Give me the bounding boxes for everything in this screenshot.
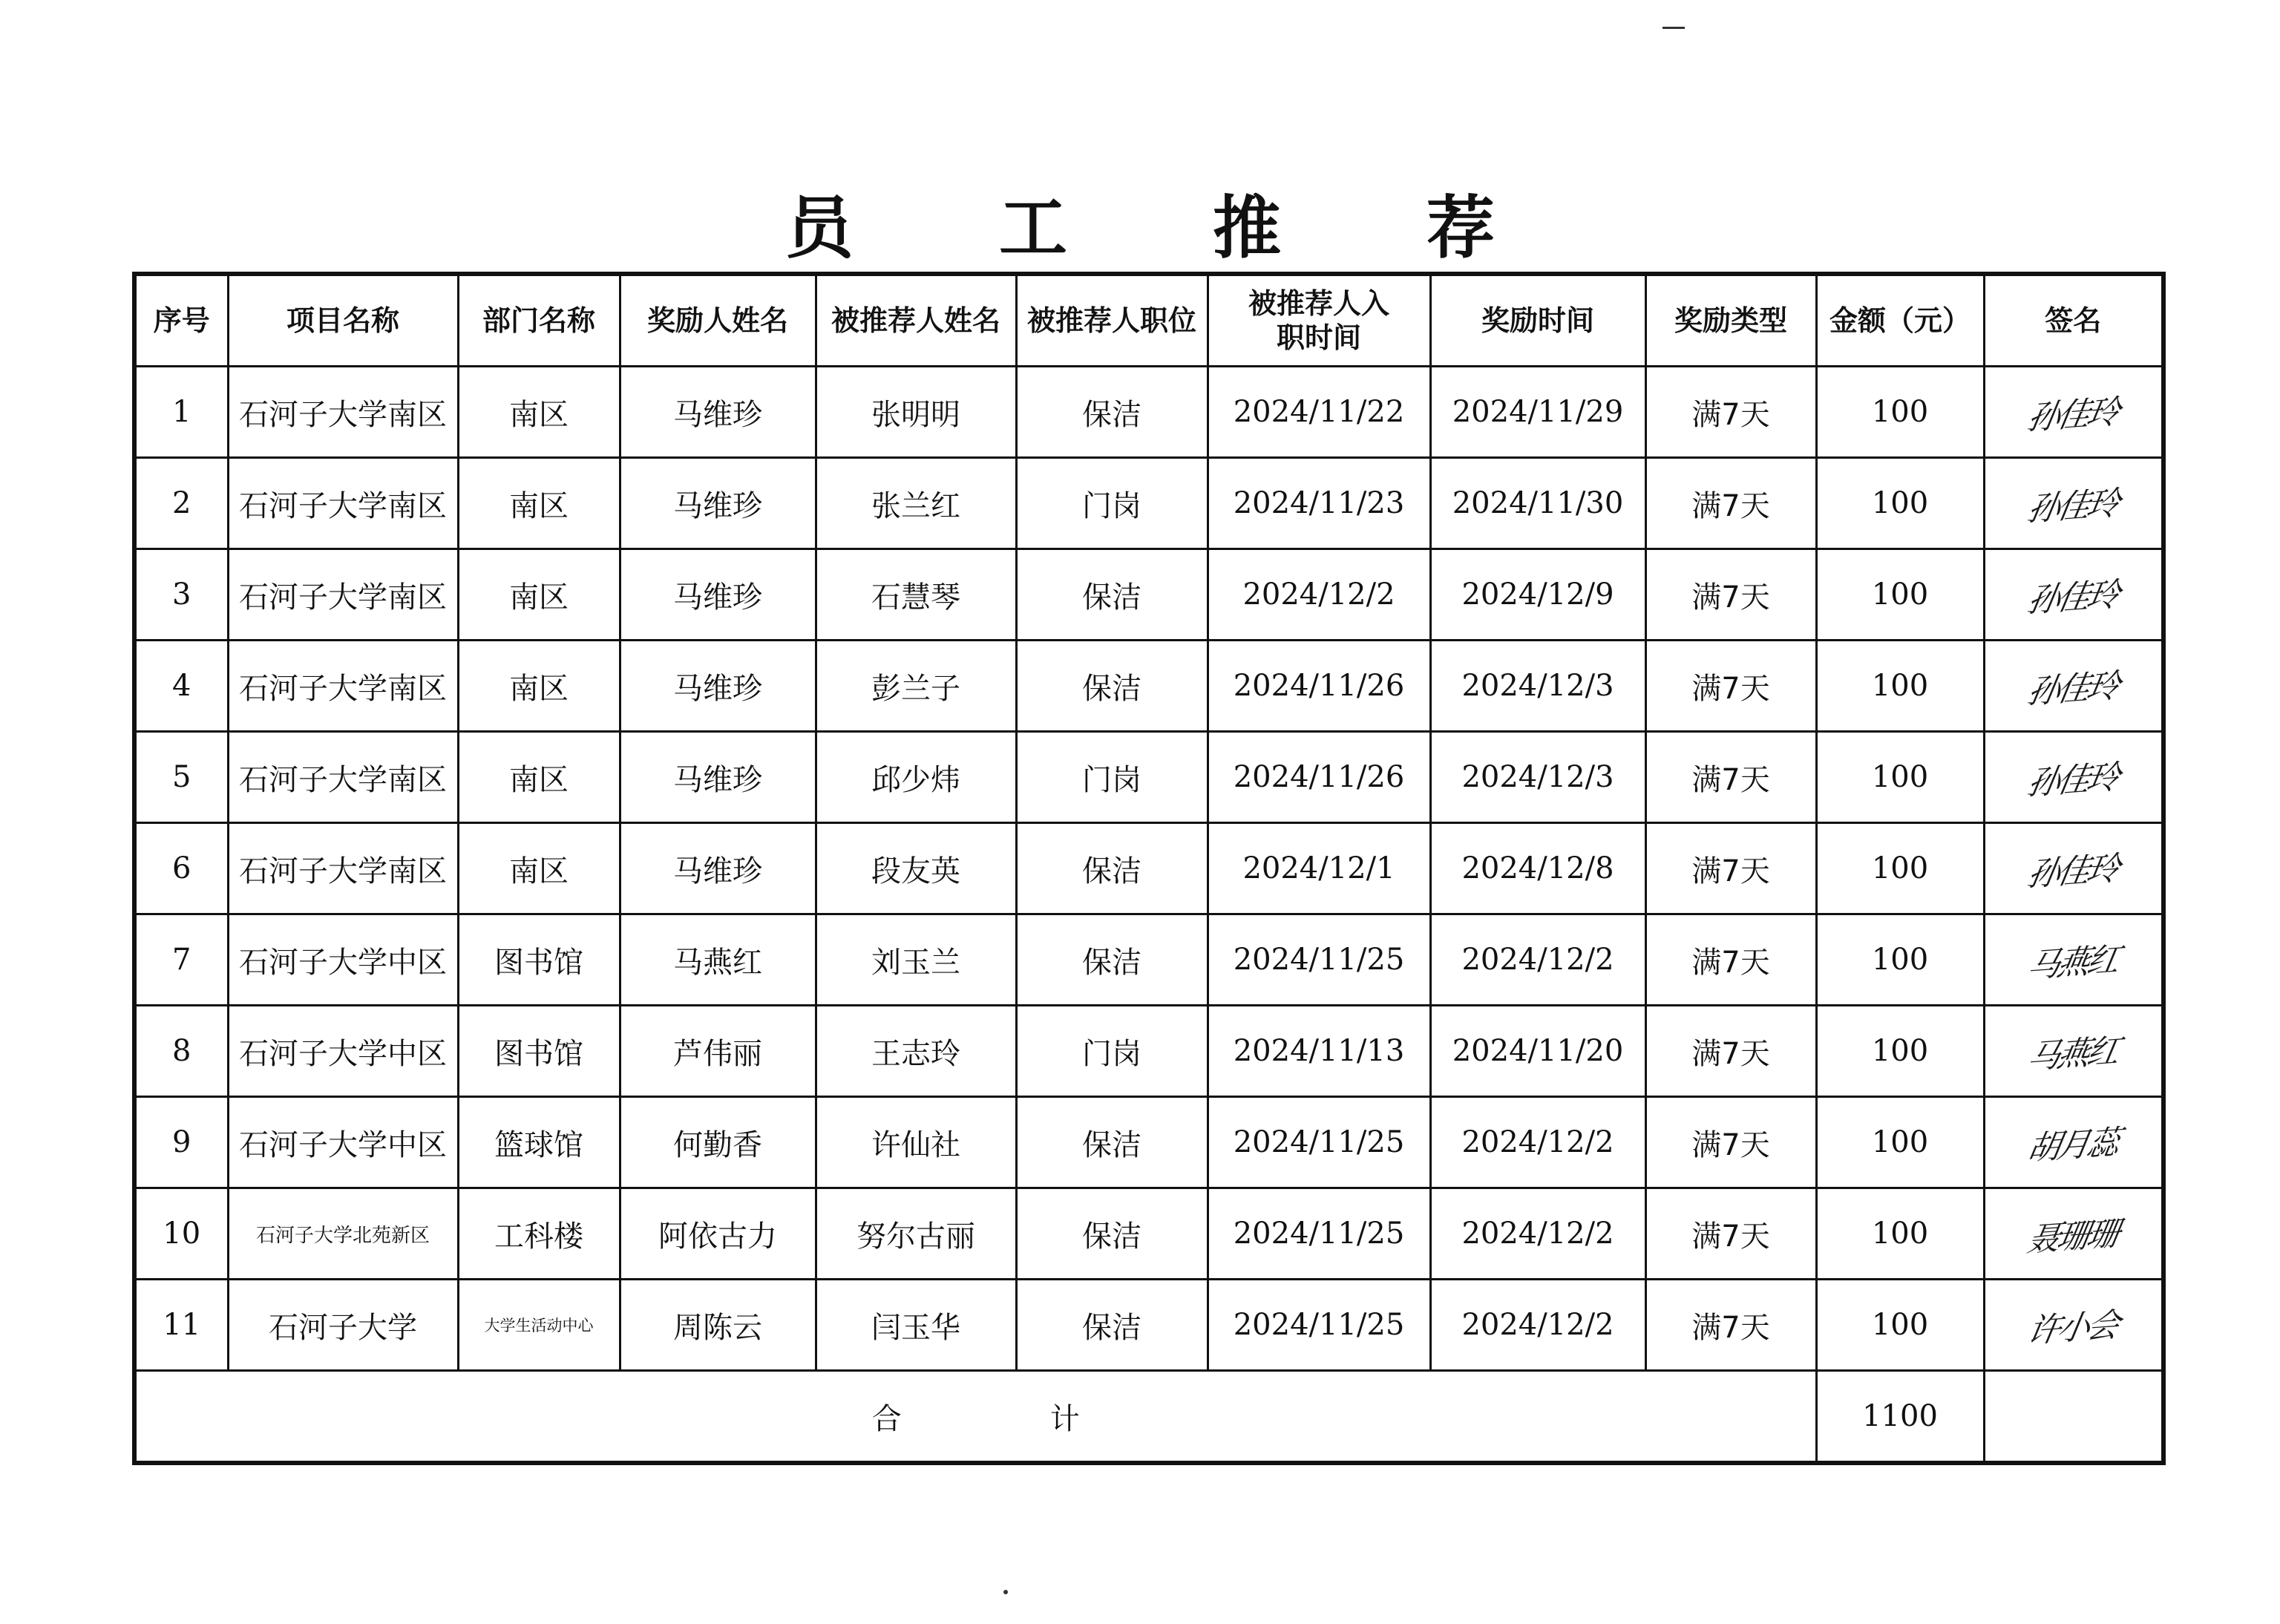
- cell-amount: 100: [1816, 1188, 1984, 1280]
- cell-index: 7: [134, 914, 228, 1006]
- cell-signature: [1984, 823, 2163, 914]
- header-row: [134, 274, 2163, 367]
- cell-reward-type: 满7天: [1645, 458, 1816, 549]
- table-row: [134, 641, 2163, 732]
- cell-department: 大学生活动中心: [458, 1280, 620, 1371]
- header-department: 部门名称: [458, 274, 620, 367]
- handwritten-signature: 许小会: [2025, 1306, 2120, 1351]
- cell-project: 石河子大学南区: [228, 732, 458, 823]
- header-project: 项目名称: [228, 274, 458, 367]
- table-row: [134, 549, 2163, 641]
- cell-reward-date: 2024/12/2: [1430, 1188, 1645, 1280]
- header-index: 序号: [134, 274, 228, 367]
- cell-reward-date: 2024/12/2: [1430, 1280, 1645, 1371]
- cell-amount: 100: [1816, 1097, 1984, 1188]
- cell-recommender: 马维珍: [620, 641, 816, 732]
- cell-hire-date: 2024/11/25: [1208, 914, 1430, 1006]
- cell-recommender: 马维珍: [620, 549, 816, 641]
- table-body: [134, 367, 2163, 1371]
- scan-speck: [1662, 27, 1685, 29]
- cell-project: 石河子大学: [228, 1280, 458, 1371]
- cell-recommended: 张明明: [816, 367, 1016, 458]
- table-row: [134, 732, 2163, 823]
- handwritten-signature: 孙佳玲: [2025, 758, 2120, 803]
- header-recommender: 奖励人姓名: [620, 274, 816, 367]
- cell-amount: 100: [1816, 641, 1984, 732]
- cell-amount: 100: [1816, 823, 1984, 914]
- cell-reward-type: 满7天: [1645, 549, 1816, 641]
- cell-position: 门岗: [1016, 1006, 1208, 1097]
- handwritten-signature: 孙佳玲: [2025, 849, 2120, 894]
- cell-position: 门岗: [1016, 732, 1208, 823]
- cell-reward-date: 2024/11/30: [1430, 458, 1645, 549]
- cell-project: 石河子大学南区: [228, 823, 458, 914]
- cell-reward-date: 2024/11/29: [1430, 367, 1645, 458]
- cell-reward-type: 满7天: [1645, 1280, 1816, 1371]
- cell-hire-date: 2024/11/25: [1208, 1188, 1430, 1280]
- cell-recommended: 彭兰子: [816, 641, 1016, 732]
- cell-position: 保洁: [1016, 1280, 1208, 1371]
- cell-reward-type: 满7天: [1645, 641, 1816, 732]
- cell-project: 石河子大学南区: [228, 549, 458, 641]
- header-signature: 签名: [1984, 274, 2163, 367]
- cell-position: 保洁: [1016, 1097, 1208, 1188]
- cell-hire-date: 2024/11/26: [1208, 732, 1430, 823]
- cell-amount: 100: [1816, 1280, 1984, 1371]
- table-row: [134, 1188, 2163, 1280]
- cell-recommender: 马维珍: [620, 823, 816, 914]
- cell-reward-date: 2024/12/2: [1430, 914, 1645, 1006]
- cell-reward-date: 2024/12/3: [1430, 641, 1645, 732]
- cell-position: 保洁: [1016, 549, 1208, 641]
- document-title: 员 工 推 荐: [784, 189, 1556, 268]
- cell-reward-type: 满7天: [1645, 914, 1816, 1006]
- table-row: [134, 914, 2163, 1006]
- table-row: [134, 1097, 2163, 1188]
- cell-reward-date: 2024/12/3: [1430, 732, 1645, 823]
- cell-amount: 100: [1816, 367, 1984, 458]
- cell-index: 9: [134, 1097, 228, 1188]
- handwritten-signature: 孙佳玲: [2025, 667, 2120, 712]
- table-row: [134, 367, 2163, 458]
- cell-signature: [1984, 914, 2163, 1006]
- cell-reward-type: 满7天: [1645, 367, 1816, 458]
- cell-recommended: 刘玉兰: [816, 914, 1016, 1006]
- cell-project: 石河子大学中区: [228, 1006, 458, 1097]
- cell-reward-date: 2024/12/8: [1430, 823, 1645, 914]
- cell-reward-date: 2024/11/20: [1430, 1006, 1645, 1097]
- cell-signature: [1984, 1280, 2163, 1371]
- cell-reward-date: 2024/12/9: [1430, 549, 1645, 641]
- cell-department: 图书馆: [458, 1006, 620, 1097]
- handwritten-signature: 胡月蕊: [2025, 1123, 2120, 1168]
- cell-signature: [1984, 549, 2163, 641]
- cell-reward-type: 满7天: [1645, 823, 1816, 914]
- cell-department: 南区: [458, 458, 620, 549]
- total-signature-empty: [1984, 1371, 2163, 1464]
- cell-recommended: 闫玉华: [816, 1280, 1016, 1371]
- total-row: [134, 1371, 2163, 1464]
- cell-recommended: 邱少炜: [816, 732, 1016, 823]
- cell-position: 保洁: [1016, 823, 1208, 914]
- cell-project: 石河子大学南区: [228, 641, 458, 732]
- cell-position: 保洁: [1016, 914, 1208, 1006]
- header-recommended: 被推荐人姓名: [816, 274, 1016, 367]
- cell-reward-type: 满7天: [1645, 1097, 1816, 1188]
- cell-signature: [1984, 367, 2163, 458]
- total-label: 合计: [871, 1401, 1228, 1436]
- cell-amount: 100: [1816, 458, 1984, 549]
- cell-position: 保洁: [1016, 1188, 1208, 1280]
- cell-signature: [1984, 458, 2163, 549]
- cell-reward-type: 满7天: [1645, 1188, 1816, 1280]
- cell-recommended: 努尔古丽: [816, 1188, 1016, 1280]
- cell-hire-date: 2024/11/22: [1208, 367, 1430, 458]
- cell-amount: 100: [1816, 732, 1984, 823]
- cell-project: 石河子大学南区: [228, 367, 458, 458]
- cell-index: 11: [134, 1280, 228, 1371]
- cell-index: 5: [134, 732, 228, 823]
- cell-project: 石河子大学南区: [228, 458, 458, 549]
- cell-reward-type: 满7天: [1645, 732, 1816, 823]
- handwritten-signature: 聂珊珊: [2025, 1214, 2120, 1260]
- cell-recommender: 马燕红: [620, 914, 816, 1006]
- cell-index: 8: [134, 1006, 228, 1097]
- cell-recommender: 马维珍: [620, 367, 816, 458]
- handwritten-signature: 孙佳玲: [2025, 575, 2120, 621]
- cell-signature: [1984, 1097, 2163, 1188]
- cell-recommender: 周陈云: [620, 1280, 816, 1371]
- handwritten-signature: 马燕红: [2025, 1032, 2120, 1077]
- cell-amount: 100: [1816, 1006, 1984, 1097]
- cell-recommended: 段友英: [816, 823, 1016, 914]
- cell-amount: 100: [1816, 914, 1984, 1006]
- cell-position: 门岗: [1016, 458, 1208, 549]
- cell-index: 10: [134, 1188, 228, 1280]
- cell-index: 6: [134, 823, 228, 914]
- header-position: 被推荐人职位: [1016, 274, 1208, 367]
- recommendation-table: [132, 272, 2166, 1465]
- cell-department: 图书馆: [458, 914, 620, 1006]
- cell-recommended: 许仙社: [816, 1097, 1016, 1188]
- cell-recommender: 何勤香: [620, 1097, 816, 1188]
- table-row: [134, 823, 2163, 914]
- cell-hire-date: 2024/11/23: [1208, 458, 1430, 549]
- cell-hire-date: 2024/11/13: [1208, 1006, 1430, 1097]
- cell-index: 3: [134, 549, 228, 641]
- cell-department: 南区: [458, 641, 620, 732]
- header-amount: 金额（元）: [1816, 274, 1984, 367]
- handwritten-signature: 孙佳玲: [2025, 393, 2120, 438]
- cell-recommender: 马维珍: [620, 732, 816, 823]
- cell-position: 保洁: [1016, 641, 1208, 732]
- cell-amount: 100: [1816, 549, 1984, 641]
- cell-department: 南区: [458, 367, 620, 458]
- scan-speck: [1003, 1590, 1008, 1594]
- cell-department: 工科楼: [458, 1188, 620, 1280]
- cell-signature: [1984, 732, 2163, 823]
- cell-hire-date: 2024/12/2: [1208, 549, 1430, 641]
- cell-hire-date: 2024/11/25: [1208, 1097, 1430, 1188]
- cell-reward-date: 2024/12/2: [1430, 1097, 1645, 1188]
- cell-recommended: 石慧琴: [816, 549, 1016, 641]
- cell-index: 4: [134, 641, 228, 732]
- cell-recommender: 阿依古力: [620, 1188, 816, 1280]
- header-reward-date: 奖励时间: [1430, 274, 1645, 367]
- cell-department: 篮球馆: [458, 1097, 620, 1188]
- cell-index: 1: [134, 367, 228, 458]
- handwritten-signature: 马燕红: [2025, 940, 2120, 986]
- cell-department: 南区: [458, 549, 620, 641]
- cell-recommender: 马维珍: [620, 458, 816, 549]
- table-row: [134, 458, 2163, 549]
- cell-department: 南区: [458, 823, 620, 914]
- cell-signature: [1984, 1188, 2163, 1280]
- handwritten-signature: 孙佳玲: [2025, 484, 2120, 529]
- header-hire-date: 被推荐人入职时间: [1208, 274, 1430, 367]
- table-row: [134, 1006, 2163, 1097]
- cell-hire-date: 2024/12/1: [1208, 823, 1430, 914]
- cell-hire-date: 2024/11/26: [1208, 641, 1430, 732]
- cell-signature: [1984, 1006, 2163, 1097]
- cell-project: 石河子大学北苑新区: [228, 1188, 458, 1280]
- cell-department: 南区: [458, 732, 620, 823]
- cell-project: 石河子大学中区: [228, 1097, 458, 1188]
- cell-project: 石河子大学中区: [228, 914, 458, 1006]
- header-reward-type: 奖励类型: [1645, 274, 1816, 367]
- total-label-cell: [134, 1371, 1816, 1464]
- cell-recommended: 张兰红: [816, 458, 1016, 549]
- total-amount: 1100: [1816, 1371, 1984, 1464]
- cell-index: 2: [134, 458, 228, 549]
- cell-hire-date: 2024/11/25: [1208, 1280, 1430, 1371]
- table-row: [134, 1280, 2163, 1371]
- cell-recommended: 王志玲: [816, 1006, 1016, 1097]
- cell-reward-type: 满7天: [1645, 1006, 1816, 1097]
- cell-signature: [1984, 641, 2163, 732]
- cell-position: 保洁: [1016, 367, 1208, 458]
- cell-recommender: 芦伟丽: [620, 1006, 816, 1097]
